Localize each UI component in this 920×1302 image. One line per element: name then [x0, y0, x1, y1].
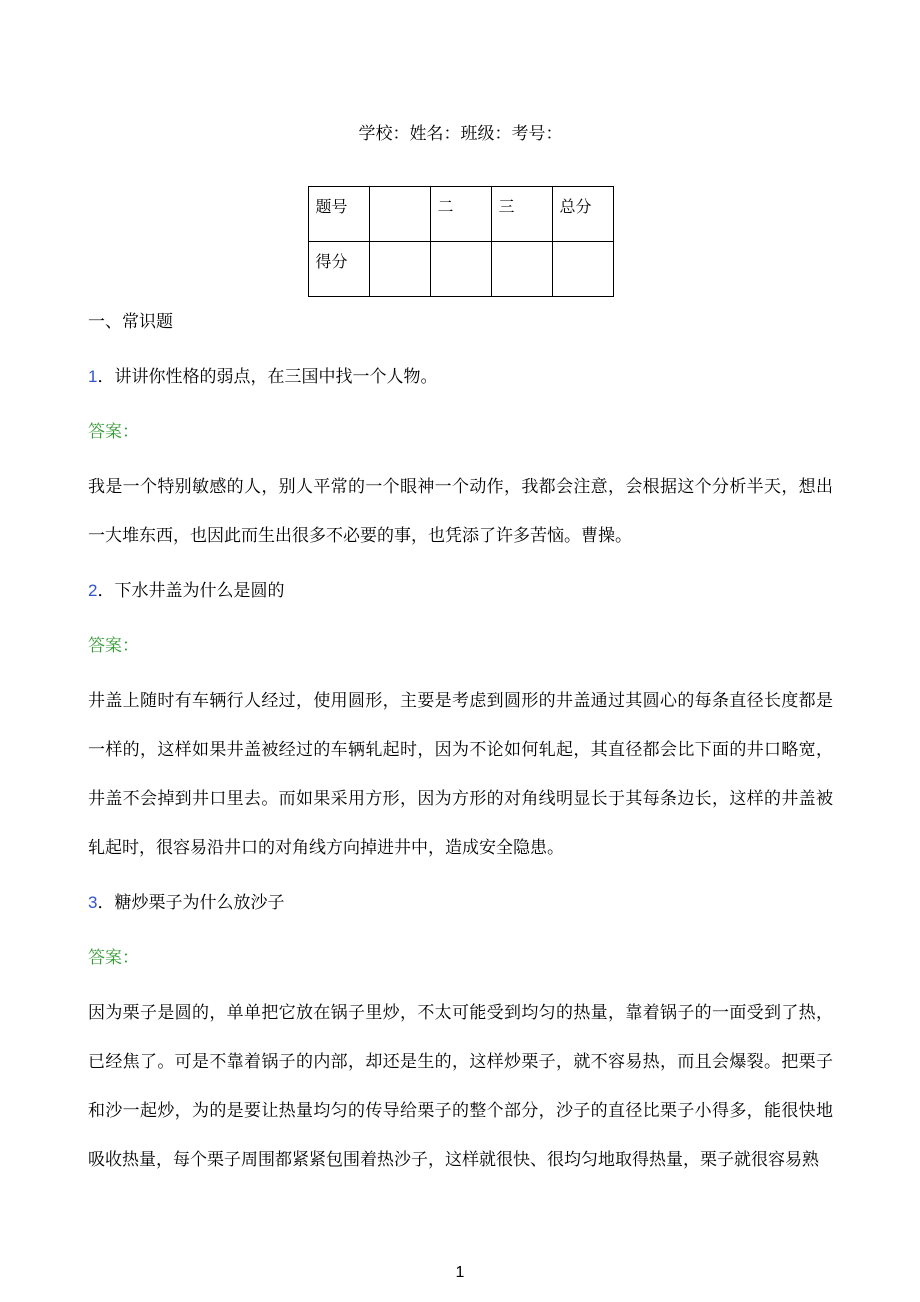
score-table-cell-total: 总分 — [552, 187, 613, 242]
score-table-cell — [430, 242, 491, 297]
score-table-cell — [491, 242, 552, 297]
answer-label: 答案： — [88, 948, 139, 967]
score-table-cell-question-no: 题号 — [308, 187, 369, 242]
question-line — [88, 352, 833, 401]
score-table-header-row — [308, 187, 613, 242]
score-table — [308, 186, 614, 297]
question-number: 3 — [88, 893, 98, 912]
answer-text: 我是一个特别敏感的人，别人平常的一个眼神一个动作，我都会注意，会根据这个分析半天，想出一大堆东西，也因此而生出很多不必要的事，也凭添了许多苦恼。曹操。 — [88, 477, 833, 545]
page-number: 1 — [455, 1264, 465, 1281]
score-table-cell-section-three: 三 — [491, 187, 552, 242]
score-table-score-row — [308, 242, 613, 297]
question-title: 讲讲你性格的弱点，在三国中找一个人物。 — [114, 367, 438, 386]
question-number: 2 — [88, 581, 98, 600]
question-separator: ． — [97, 367, 115, 386]
question-block-2 — [88, 566, 833, 872]
question-separator: ． — [97, 581, 115, 600]
section-title: 一、常识题 — [88, 312, 173, 331]
question-block-1 — [88, 352, 833, 560]
student-info-line: 学校：姓名：班级：考号： — [358, 124, 563, 143]
answer-label: 答案： — [88, 422, 139, 441]
answer-label: 答案： — [88, 636, 139, 655]
score-table-cell — [369, 187, 430, 242]
answer-text: 因为栗子是圆的，单单把它放在锅子里炒，不太可能受到均匀的热量，靠着锅子的一面受到了热，已经焦了。可是不靠着锅子的内部，却还是生的，这样炒栗子，就不容易热，而且会爆裂。把栗子和沙一起炒，为的是要让热量均匀的传导给栗子的整个部分，沙子的直径比栗子小得多，能很快地吸收热量，每个栗子周围都紧紧包围着热沙子，这样就很快、很均匀地取得热量，栗子就很容易熟 — [88, 1003, 833, 1169]
question-block-3 — [88, 878, 833, 1184]
score-table-cell-section-two: 二 — [430, 187, 491, 242]
answer-text: 井盖上随时有车辆行人经过，使用圆形，主要是考虑到圆形的井盖通过其圆心的每条直径长度都是一样的，这样如果井盖被经过的车辆轧起时，因为不论如何轧起，其直径都会比下面的井口略宽，井盖不会掉到井口里去。而如果采用方形，因为方形的对角线明显长于其每条边长，这样的井盖被轧起时，很容易沿井口的对角线方向掉进井中，造成安全隐患。 — [88, 691, 833, 857]
score-table-cell — [369, 242, 430, 297]
question-separator: ． — [97, 893, 115, 912]
question-title: 下水井盖为什么是圆的 — [114, 581, 285, 600]
question-number: 1 — [88, 367, 98, 386]
question-line — [88, 878, 833, 927]
question-line — [88, 566, 833, 615]
score-table-cell-score-label: 得分 — [308, 242, 369, 297]
score-table-cell — [552, 242, 613, 297]
question-title: 糖炒栗子为什么放沙子 — [114, 893, 285, 912]
